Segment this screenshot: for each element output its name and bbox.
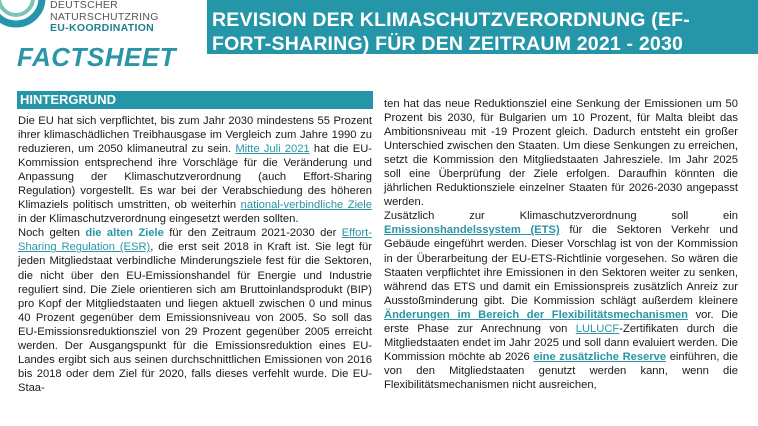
text-segment: , die erst seit 2018 in Kraft ist. Sie legt für jeden Mitgliedstaat verbindliche Minderungsziele fest für die Sektoren, die nicht über den EU-Emissionshandel für Energie und Industrie reguliert sind. Die Ziele orientieren sich am Bruttoinlandsprodukt (BIP) pro Kopf der Mitgliedstaaten und liegen aktuell zwischen 0 und minus 40 Prozent gegenüber dem Emissionsniveau von 2005. So soll das EU-Emissionsreduktionsziel von 29 Prozent gegenüber 2005 erreicht werden. Der Ausgangspunkt für die Emissionsreduktion eines EU-Landes ergibt sich aus seinen durchschnittlichen Emissionen von 2016 bis 2018 oder dem Ziel für 2020, falls dieses verfehlt wurde. Die EU-Staa- [18,241,372,394]
link-mitte-juli-2021[interactable]: Mitte Juli 2021 [235,143,310,156]
text-segment: für den Zeitraum 2021-2030 der [163,227,342,240]
link-effort-sharing-regulation[interactable]: Effort-Sharing Regulation (ESR) [18,227,372,254]
org-line-3: EU-KOORDINATION [50,22,155,34]
text-segment: Zusätzlich zur Klimaschutzverordnung soll ein [384,210,738,223]
text-segment: einführen, die von den Mitgliedstaaten genutzt werden kann, wenn die Flexibilitätsmechanismen nicht ausreichen, [384,350,738,391]
link-additional-reserve[interactable]: eine zusätzliche Reserve [533,350,667,363]
right-column [384,97,738,392]
paragraph-ets [384,209,738,392]
link-flexibility-mechanisms[interactable]: Änderungen im Bereich der Flexibilitätsmechanismen [384,308,688,321]
link-national-targets[interactable]: national-verbindliche Ziele [240,199,372,212]
page-title: REVISION DER KLIMASCHUTZVERORDNUNG (EF-FORT-SHARING) FÜR DEN ZEITRAUM 2021 - 2030 [212,9,690,55]
paragraph-esr [18,226,372,395]
left-column [18,114,372,395]
link-emissionshandelssystem[interactable]: Emissionshandelssystem (ETS) [384,224,560,237]
link-old-targets[interactable]: die alten Ziele [85,227,164,240]
text-segment: vor. Die erste Phase zur Anrechnung von [384,308,738,335]
section-heading: HINTERGRUND [17,91,373,109]
organization-name [50,0,159,35]
text-segment: Die EU hat sich verpflichtet, bis zum Jahr 2030 mindestens 55 Prozent ihrer klimaschädlichen Treibhausgase im Vergleich zum Jahre 1990 zu reduzieren, um 2050 klimaneutral zu sein. [18,115,372,156]
link-lulucf[interactable]: LULUCF [575,322,620,335]
org-line-1: DEUTSCHER [50,0,119,11]
paragraph-intro [18,114,372,226]
text-segment: Noch gelten [18,227,86,240]
factsheet-label: FACTSHEET [17,42,177,72]
text-segment: hat die EU-Kommission entsprechend ihre Vorschläge für die Veränderung und Anpassung der Klimaschutzverordnung (auch Effort-Sharing Regulation) vorgestellt. Es war bei der Verabschiedung des höheren Klimaziels politisch umstritten, ob weiterhin [18,143,372,212]
text-segment: für die Sektoren Verkehr und Gebäude eingeführt werden. Dieser Vorschlag ist von der Kommission in der Überarbeitung der EU-ETS-Richtlinie vorgesehen. So wären die Staaten verpflichtet ihre Emissionen in den Sektoren weiter zu senken, während das ETS und damit ein Emissionspreis zusätzlich Anreiz zur Ausstoßminderung gibt. Die Kommission schlägt außerdem kleinere [384,224,738,307]
org-line-2: NATURSCHUTZRING [50,10,159,23]
text-segment: in der Klimaschutzverordnung eingesetzt werden sollten. [18,213,299,226]
paragraph-targets: ten hat das neue Reduktionsziel eine Senkung der Emissionen um 50 Prozent bis 2030, für Bulgarien um 10 Prozent, für Malta bleibt das Ambitionsniveau mit -19 Prozent gleich. Dadurch entsteht ein großer Unterschied zwischen den Staaten. Um diese Senkungen zu erreichen, setzt die Kommission den Mitgliedstaaten Jahresziele. Im Jahr 2025 soll eine Überprüfung der Ziele erfolgen. Daraufhin könnten die jährlichen Reduktionsziele einzelner Staaten für 2026-2030 angepasst werden. [384,98,738,209]
dnr-logo-icon [0,0,50,32]
text-segment: -Zertifikaten durch die Mitgliedstaaten endet im Jahr 2025 und soll dann evaluiert werden. Die Kommission möchte ab 2026 [384,322,738,363]
